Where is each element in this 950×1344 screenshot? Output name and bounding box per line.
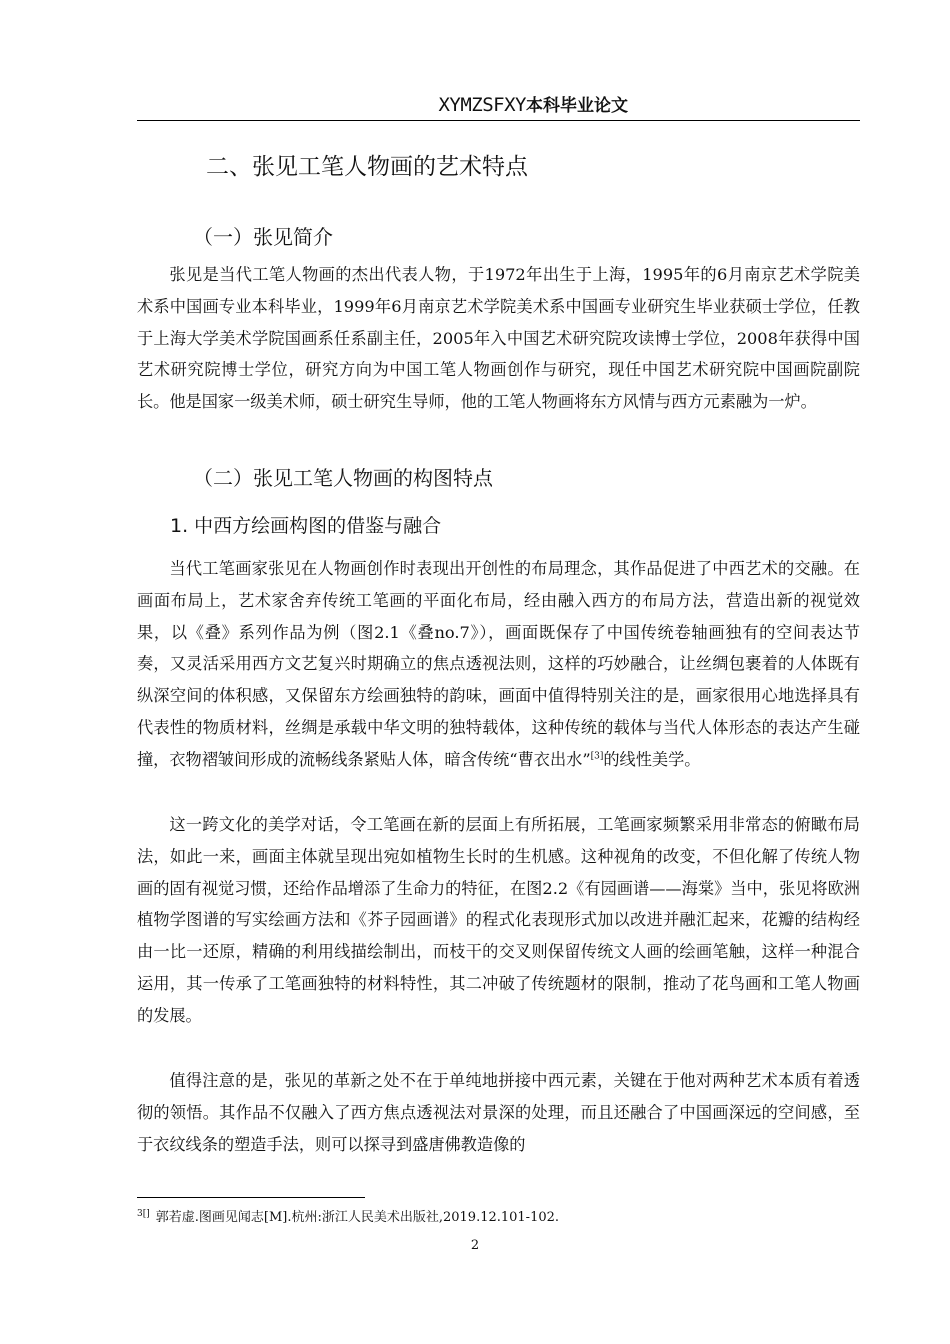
section-title: 二、张见工笔人物画的艺术特点 bbox=[206, 154, 528, 180]
paragraph-composition-3: 值得注意的是，张见的革新之处不在于单纯地拼接中西元素，关键在于他对两种艺术本质有着透彻的领悟。其作品不仅融入了西方焦点透视法对景深的处理，而且还融合了中国画深远的空间感，至于衣纹线条的塑造手法，则可以探寻到盛唐佛教造像的 bbox=[137, 1071, 860, 1154]
footnote bbox=[137, 1208, 559, 1228]
header-code: XYMZSFXY bbox=[438, 94, 526, 116]
footnote-divider bbox=[137, 1197, 365, 1198]
page-header bbox=[137, 92, 860, 121]
paragraph-composition-1-tail: 的线性美学。 bbox=[603, 749, 701, 769]
header-text bbox=[438, 92, 628, 119]
page-number: 2 bbox=[470, 1238, 480, 1253]
paragraph-composition-2: 这一跨文化的美学对话，令工笔画在新的层面上有所拓展，工笔画家频繁采用非常态的俯瞰布局法，如此一来，画面主体就呈现出宛如植物生长时的生机感。这种视角的改变，不但化解了传统人物画的固有视觉习惯，还给作品增添了生命力的特征，在图2.2《有园画谱——海棠》当中，张见将欧洲植物学图谱的写实绘画方法和《芥子园画谱》的程式化表现形式加以改进并融汇起来，花瓣的结构经由一比一还原，精确的利用线描绘制出，而枝干的交叉则保留传统文人画的绘画笔触，这样一种混合运用，其一传承了工笔画独特的材料特性，其二冲破了传统题材的限制，推动了花鸟画和工笔人物画的发展。 bbox=[137, 815, 860, 1025]
subsection-title-intro: （一）张见简介 bbox=[193, 225, 333, 249]
subsubsection-title: 1. 中西方绘画构图的借鉴与融合 bbox=[170, 515, 442, 537]
header-label: 本科毕业论文 bbox=[526, 96, 628, 116]
footnote-text: 郭若虚.图画见闻志[M].杭州:浙江人民美术出版社,2019.12.101-102. bbox=[155, 1210, 560, 1225]
paragraph-composition-1 bbox=[137, 553, 860, 776]
paragraph-intro: 张见是当代工笔人物画的杰出代表人物，于1972年出生于上海，1995年的6月南京艺术学院美术系中国画专业本科毕业，1999年6月南京艺术学院美术系中国画专业研究生毕业获硕士学位，任教于上海大学美术学院国画系任系副主任，2005年入中国艺术研究院攻读博士学位，2008年获得中国艺术研究院博士学位，研究方向为中国工笔人物画创作与研究，现任中国艺术研究院中国画院副院长。他是国家一级美术师，硕士研究生导师，他的工笔人物画将东方风情与西方元素融为一炉。 bbox=[137, 265, 860, 412]
subsection-title-composition: （二）张见工笔人物画的构图特点 bbox=[193, 466, 493, 490]
footnote-mark: 3[] bbox=[137, 1208, 150, 1219]
footnote-reference[interactable]: [3] bbox=[590, 751, 604, 762]
paragraph-composition-1-main: 当代工笔画家张见在人物画创作时表现出开创性的布局理念，其作品促进了中西艺术的交融。在画面布局上，艺术家舍弃传统工笔画的平面化布局，经由融入西方的布局方法，营造出新的视觉效果，以《叠》系列作品为例（图2.1《叠no.7》），画面既保存了中国传统卷轴画独有的空间表达节奏，又灵活采用西方文艺复兴时期确立的焦点透视法则，这样的巧妙融合，让丝绸包裹着的人体既有纵深空间的体积感，又保留东方绘画独特的韵味，画面中值得特别关注的是，画家很用心地选择具有代表性的物质材料，丝绸是承载中华文明的独特载体，这种传统的载体与当代人体形态的表达产生碰撞，衣物褶皱间形成的流畅线条紧贴人体，暗含传统“曹衣出水” bbox=[137, 559, 860, 769]
